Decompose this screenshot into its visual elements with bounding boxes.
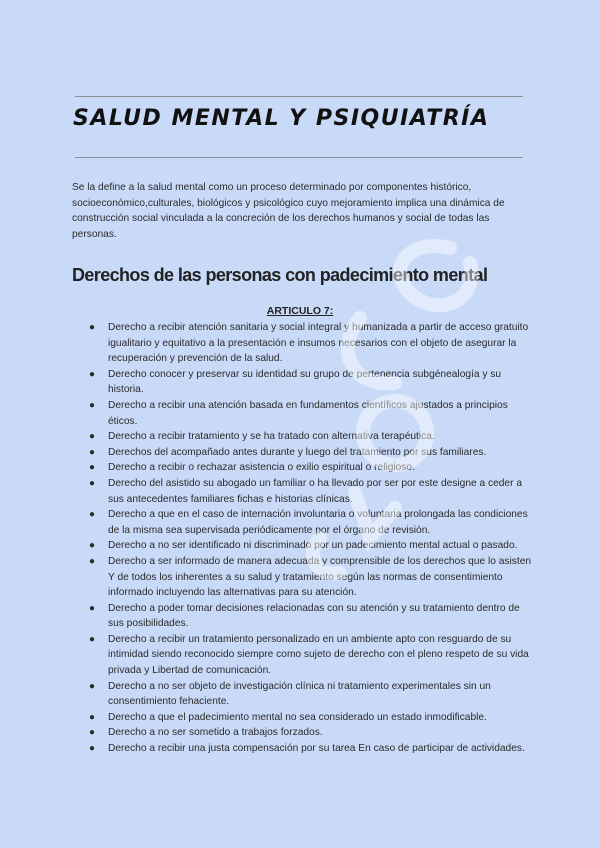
list-item: [89, 320, 533, 367]
bullet-icon: ●: [89, 431, 96, 443]
section-heading: Derechos de las personas con padecimiento mental: [72, 265, 488, 285]
bottom-divider: [75, 157, 523, 158]
bullet-icon: ●: [89, 477, 96, 489]
list-item-text: Derecho del asistido su abogado un familiar o ha llevado por ser por este designe a ceder a sus antecedentes familiares fichas e historias clínicas.: [108, 477, 522, 505]
list-item: [89, 367, 533, 398]
bullet-icon: ●: [89, 602, 96, 614]
bullet-icon: ●: [89, 555, 96, 567]
page-title: SALUD MENTAL Y PSIQUIATRÍA: [73, 106, 490, 131]
list-item-text: Derecho a no ser sometido a trabajos forzados.: [108, 727, 323, 739]
list-item-text: Derecho a recibir una atención basada en fundamentos científicos ajustados a principios éticos.: [108, 399, 508, 427]
list-item-text: Derecho a no ser objeto de investigación clínica ni tratamiento experimentales sin un consentimiento fehaciente.: [108, 680, 491, 708]
list-item-text: Derecho a recibir una justa compensación por su tarea En caso de participar de actividades.: [108, 743, 525, 755]
list-item: [89, 741, 533, 757]
list-item-text: Derecho a recibir tratamiento y se ha tratado con alternativa terapéutica.: [108, 431, 435, 443]
list-item-text: Derecho a no ser identificado ni discriminado por un padecimiento mental actual o pasado.: [108, 540, 518, 552]
bullet-icon: ●: [89, 743, 96, 755]
top-divider: [75, 96, 523, 97]
bullet-icon: ●: [89, 322, 96, 333]
bullet-icon: ●: [89, 446, 96, 458]
list-item-text: Derecho a recibir un tratamiento personalizado en un ambiente apto con resguardo de su intimidad siendo reconocido siempre como sujeto de derecho con el pleno respeto de su vida privada y Libertad de comunicación.: [108, 633, 529, 677]
list-item: [89, 398, 533, 429]
list-item: [89, 538, 533, 554]
list-item-text: Derechos del acompañado antes durante y luego del tratamiento por sus familiares.: [108, 446, 487, 458]
list-item: [89, 507, 533, 538]
list-item: [89, 632, 533, 679]
bullet-icon: ●: [89, 368, 96, 380]
list-item-text: Derecho conocer y preservar su identidad su grupo de pertenencia subgénealogía y su historia.: [108, 368, 502, 396]
bullet-icon: ●: [89, 509, 96, 521]
list-item-text: Derecho a ser informado de manera adecuada y comprensible de los derechos que lo asisten Y de todos los inherentes a su salud y tratamiento según las normas de consentimiento informado incluyendo las alternativas para su atención.: [108, 555, 532, 599]
list-item-text: Derecho a poder tomar decisiones relacionadas con su atención y su tratamiento dentro de sus posibilidades.: [108, 602, 520, 630]
list-item: [89, 476, 533, 507]
bullet-icon: ●: [89, 399, 96, 411]
list-item: [89, 725, 533, 741]
intro-paragraph: Se la define a la salud mental como un proceso determinado por componentes histórico, socioeconómico,culturales, biológicos y psicológico cuyo mejoramiento implica una dinámica de construcción social vinculada a la concreción de los derechos humanos y social de todas las personas.: [72, 182, 505, 240]
rights-list: [89, 320, 533, 757]
list-item-text: Derecho a que en el caso de internación involuntaria o voluntaria prolongada las condiciones de la misma sea supervisada periódicamente por el órgano de revisión.: [108, 509, 528, 536]
list-item: [89, 601, 533, 632]
list-item-text: Derecho a que el padecimiento mental no sea considerado un estado inmodificable.: [108, 711, 487, 723]
bullet-icon: ●: [89, 633, 96, 645]
bullet-icon: ●: [89, 540, 96, 552]
list-item: [89, 679, 533, 710]
bullet-icon: ●: [89, 462, 96, 474]
list-item: [89, 554, 533, 601]
list-item: [89, 460, 533, 476]
list-item: [89, 710, 533, 726]
list-item-text: Derecho a recibir o rechazar asistencia o exilio espiritual o religioso.: [108, 462, 415, 474]
article-label: ARTICULO 7:: [266, 305, 334, 317]
list-item-text: Derecho a recibir atención sanitaria y social integral y humanizada a partir de acceso gratuito igualitario y equitativo a la presentación e insumos necesarios con el objeto de asegurar la recuperación y prevención de la salud.: [108, 322, 529, 365]
bullet-icon: ●: [89, 680, 96, 692]
list-item: [89, 445, 533, 461]
list-item: [89, 429, 533, 445]
bullet-icon: ●: [89, 727, 96, 739]
bullet-icon: ●: [89, 711, 96, 723]
